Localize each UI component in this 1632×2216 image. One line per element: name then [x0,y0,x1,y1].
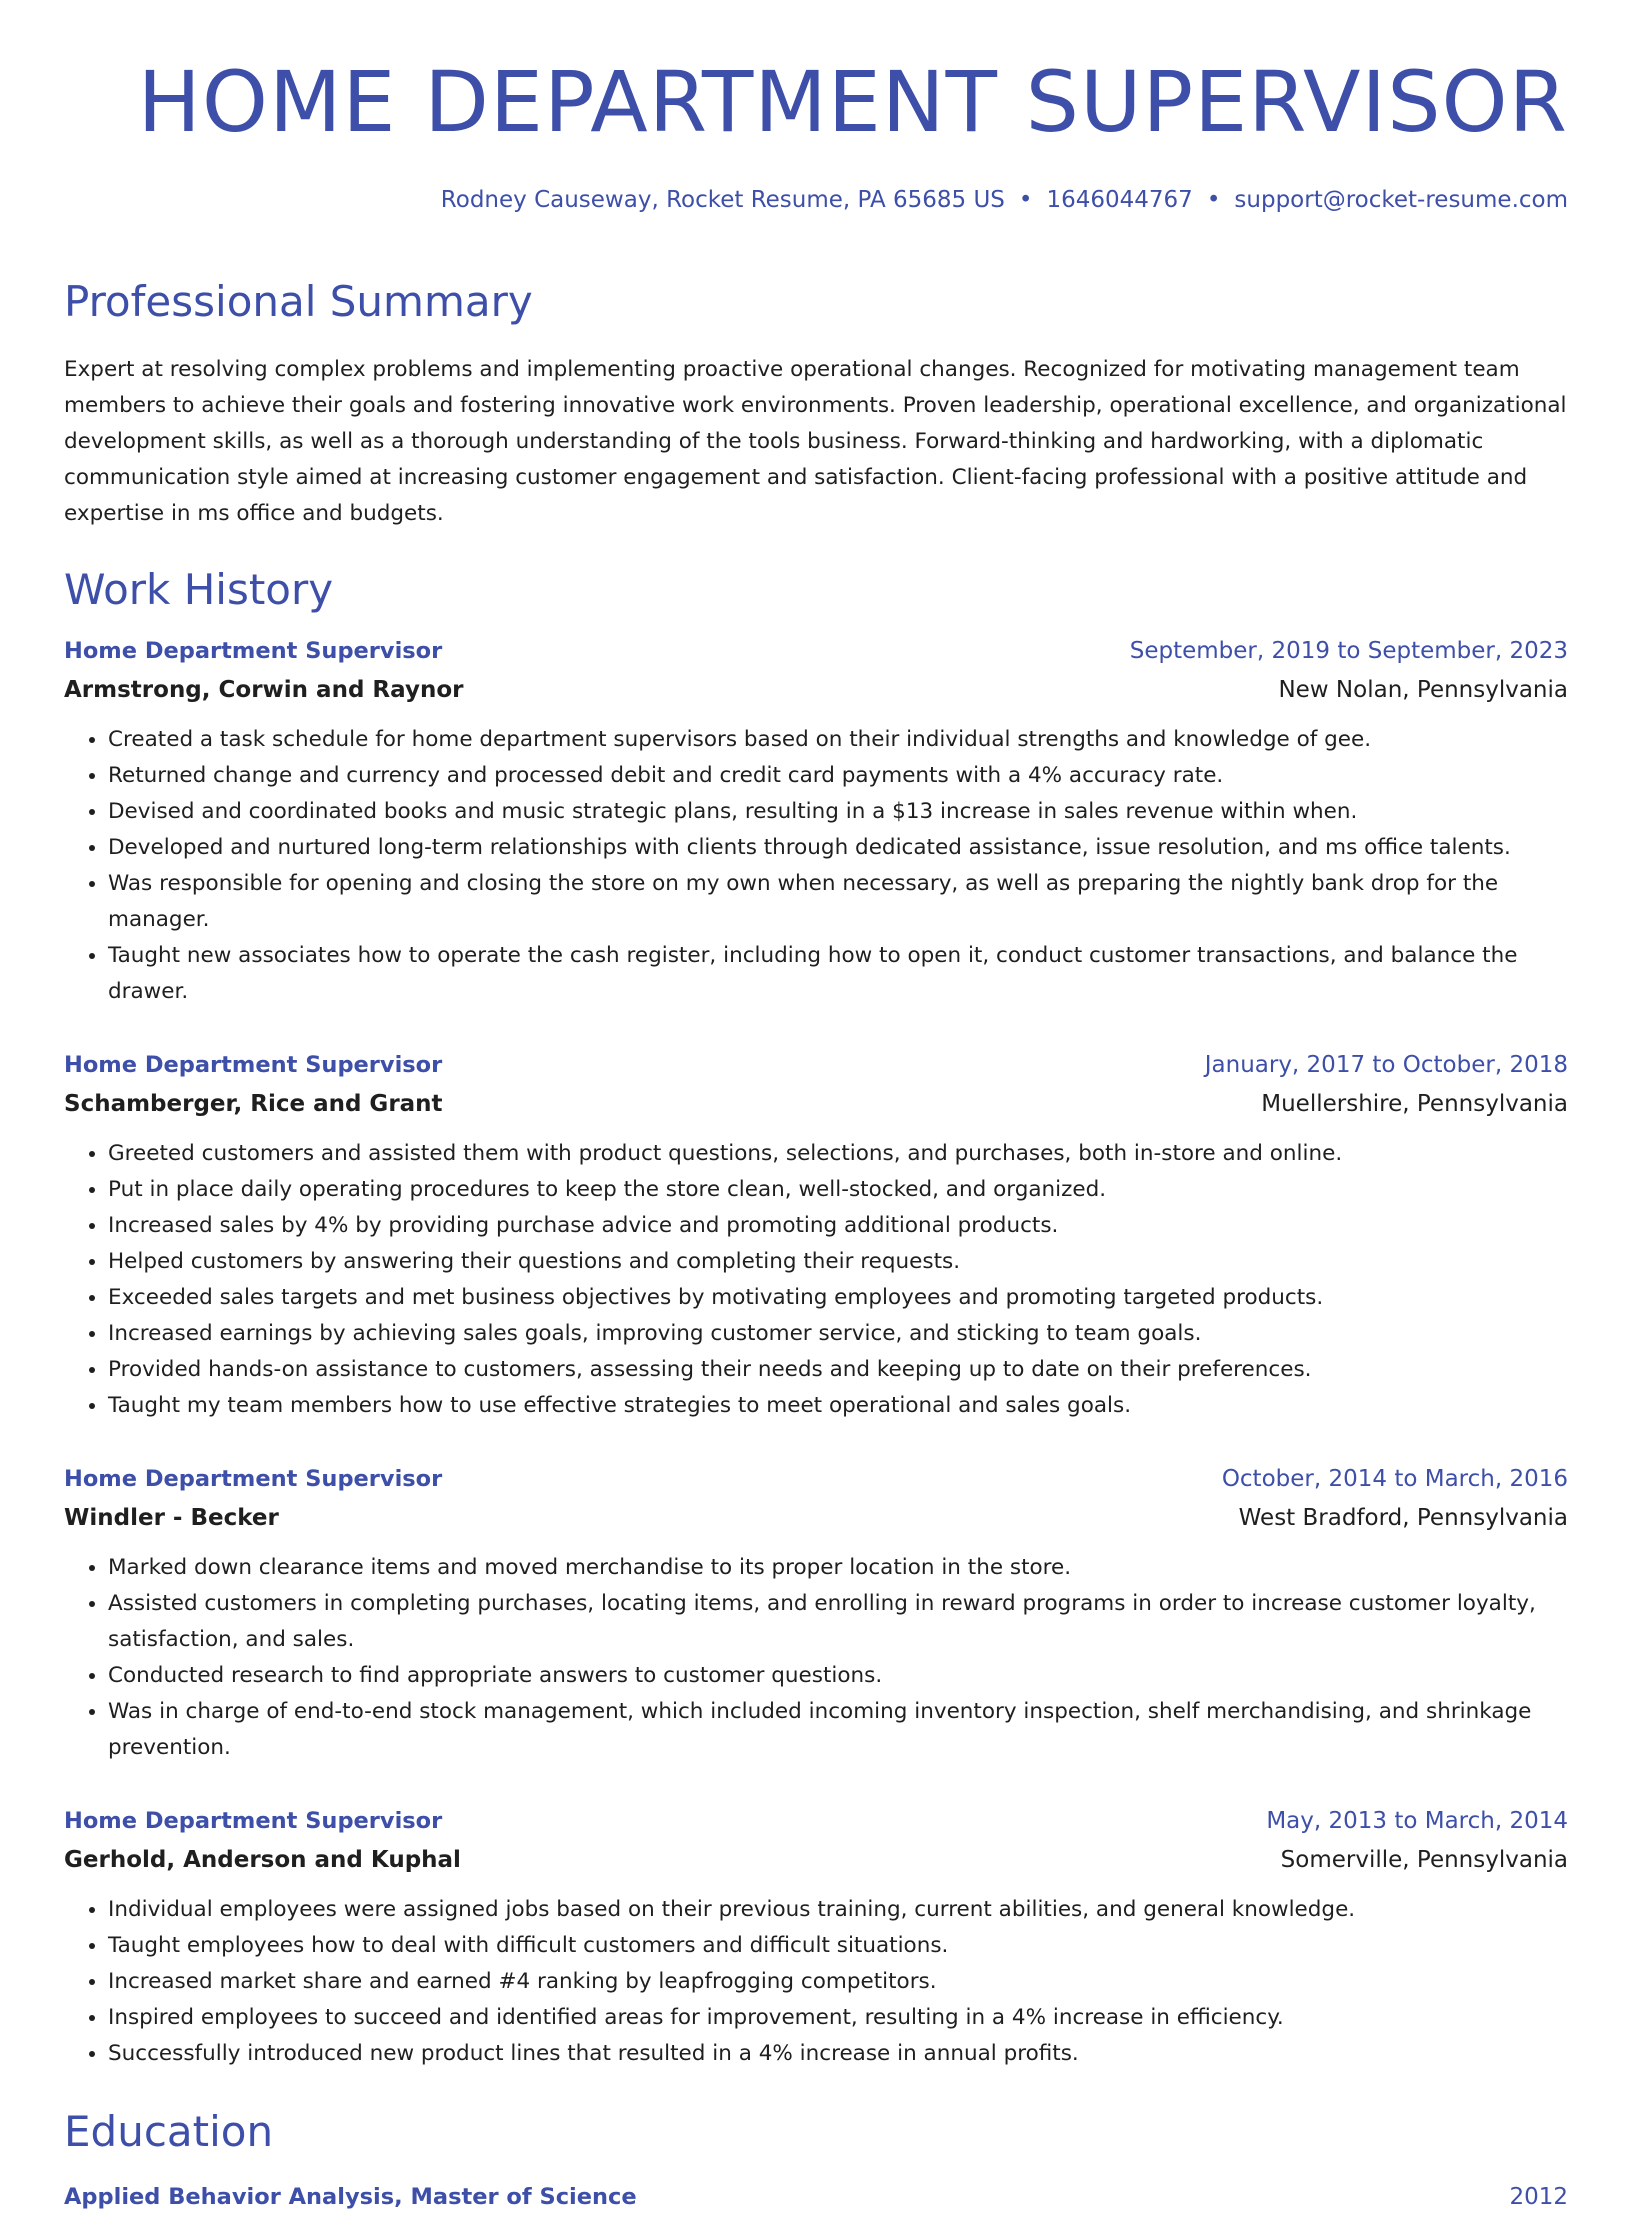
job-location: Muellershire, Pennsylvania [1261,1091,1568,1117]
contact-separator: • [1018,187,1033,213]
job-bullet: • Greeted customers and assisted them with product questions, selections, and purchases, both in-store and online. [108,1136,1568,1172]
job-title-row [64,1802,1568,1840]
job-bullet: • Devised and coordinated books and music strategic plans, resulting in a $13 increase in sales revenue within when. [108,794,1568,830]
job-dates: October, 2014 to March, 2016 [1221,1466,1568,1492]
job-bullet: • Assisted customers in completing purchases, locating items, and enrolling in reward programs in order to increase customer loyalty, satisfaction, and sales. [108,1586,1568,1658]
job-bullet: • Exceeded sales targets and met business objectives by motivating employees and promoting targeted products. [108,1280,1568,1316]
job-title: Home Department Supervisor [64,638,443,664]
education-degree: Applied Behavior Analysis, Master of Science [64,2184,637,2210]
job-bullet: • Inspired employees to succeed and identified areas for improvement, resulting in a 4% increase in efficiency. [108,2000,1568,2036]
work-history-heading: Work History [64,565,334,614]
job-bullet: • Taught employees how to deal with difficult customers and difficult situations. [108,1928,1568,1964]
work-history-list [64,632,1568,2072]
education-heading: Education [64,2107,274,2156]
job-bullet: • Provided hands-on assistance to customers, assessing their needs and keeping up to date on their preferences. [108,1352,1568,1388]
education-list [64,2178,1568,2216]
job-title: Home Department Supervisor [64,1052,443,1078]
job-bullet: • Increased sales by 4% by providing purchase advice and promoting additional products. [108,1208,1568,1244]
job-bullet: • Increased market share and earned #4 ranking by leapfrogging competitors. [108,1964,1568,2000]
contact-separator: • [1206,187,1221,213]
job-company-row [64,670,1568,710]
job-bullet: • Taught my team members how to use effective strategies to meet operational and sales goals. [108,1388,1568,1424]
summary-text: Expert at resolving complex problems and implementing proactive operational changes. Recognized for motivating management team members to achieve their goals and fostering innovative work environments. Proven leadership, operational excellence, and organizational development skills, as well as a thorough understanding of the tools business. Forward-thinking and hardworking, with a diplomatic communication style aimed at increasing customer engagement and satisfaction. Client-facing professional with a positive attitude and expertise in ms office and budgets. [64,357,1567,526]
job-entry [64,1802,1568,2072]
job-title: Home Department Supervisor [64,1808,443,1834]
job-company: Windler - Becker [64,1505,279,1531]
job-bullet: • Increased earnings by achieving sales goals, improving customer service, and sticking to team goals. [108,1316,1568,1352]
job-dates: January, 2017 to October, 2018 [1204,1052,1568,1078]
job-bullet: • Returned change and currency and processed debit and credit card payments with a 4% accuracy rate. [108,758,1568,794]
job-bullets [64,722,1568,1010]
contact-address: Rodney Causeway, Rocket Resume, PA 65685 US [440,187,1005,213]
job-bullet: • Conducted research to find appropriate answers to customer questions. [108,1658,1568,1694]
summary-heading: Professional Summary [64,277,533,326]
job-title: Home Department Supervisor [64,1466,443,1492]
job-bullet: • Developed and nurtured long-term relationships with clients through dedicated assistance, issue resolution, and ms office talents. [108,830,1568,866]
job-company-row [64,1840,1568,1880]
job-bullet: • Created a task schedule for home department supervisors based on their individual strengths and knowledge of gee. [108,722,1568,758]
contact-email[interactable]: support@rocket-resume.com [1234,187,1568,213]
job-dates: September, 2019 to September, 2023 [1129,638,1568,664]
job-bullet: • Taught new associates how to operate the cash register, including how to open it, conduct customer transactions, and balance the drawer. [108,938,1568,1010]
job-bullet: • Put in place daily operating procedures to keep the store clean, well-stocked, and organized. [108,1172,1568,1208]
education-year: 2012 [1509,2184,1568,2210]
job-bullets [64,1136,1568,1424]
job-bullet: • Helped customers by answering their questions and completing their requests. [108,1244,1568,1280]
resume-name: HOME DEPARTMENT SUPERVISOR [137,53,1568,151]
education-entry [64,2178,1568,2216]
job-bullet: • Was in charge of end-to-end stock management, which included incoming inventory inspection, shelf merchandising, and shrinkage prevention. [108,1694,1568,1766]
job-title-row [64,1046,1568,1084]
job-bullet: • Successfully introduced new product lines that resulted in a 4% increase in annual profits. [108,2036,1568,2072]
job-title-row [64,632,1568,670]
job-location: Somerville, Pennsylvania [1280,1847,1568,1873]
job-entry [64,1460,1568,1766]
job-location: West Bradford, Pennsylvania [1238,1505,1568,1531]
job-bullet: • Was responsible for opening and closing the store on my own when necessary, as well as preparing the nightly bank drop for the manager. [108,866,1568,938]
job-title-row [64,1460,1568,1498]
job-company-row [64,1084,1568,1124]
job-bullets [64,1550,1568,1766]
contact-phone: 1646044767 [1046,187,1193,213]
job-bullets [64,1892,1568,2072]
job-location: New Nolan, Pennsylvania [1278,677,1568,703]
job-company: Schamberger, Rice and Grant [64,1091,443,1117]
job-company: Gerhold, Anderson and Kuphal [64,1847,461,1873]
job-bullet: • Marked down clearance items and moved merchandise to its proper location in the store. [108,1550,1568,1586]
contact-line [64,184,1568,216]
job-bullet: • Individual employees were assigned jobs based on their previous training, current abilities, and general knowledge. [108,1892,1568,1928]
job-company: Armstrong, Corwin and Raynor [64,677,464,703]
job-entry [64,632,1568,1010]
job-company-row [64,1498,1568,1538]
job-entry [64,1046,1568,1424]
job-dates: May, 2013 to March, 2014 [1266,1808,1568,1834]
